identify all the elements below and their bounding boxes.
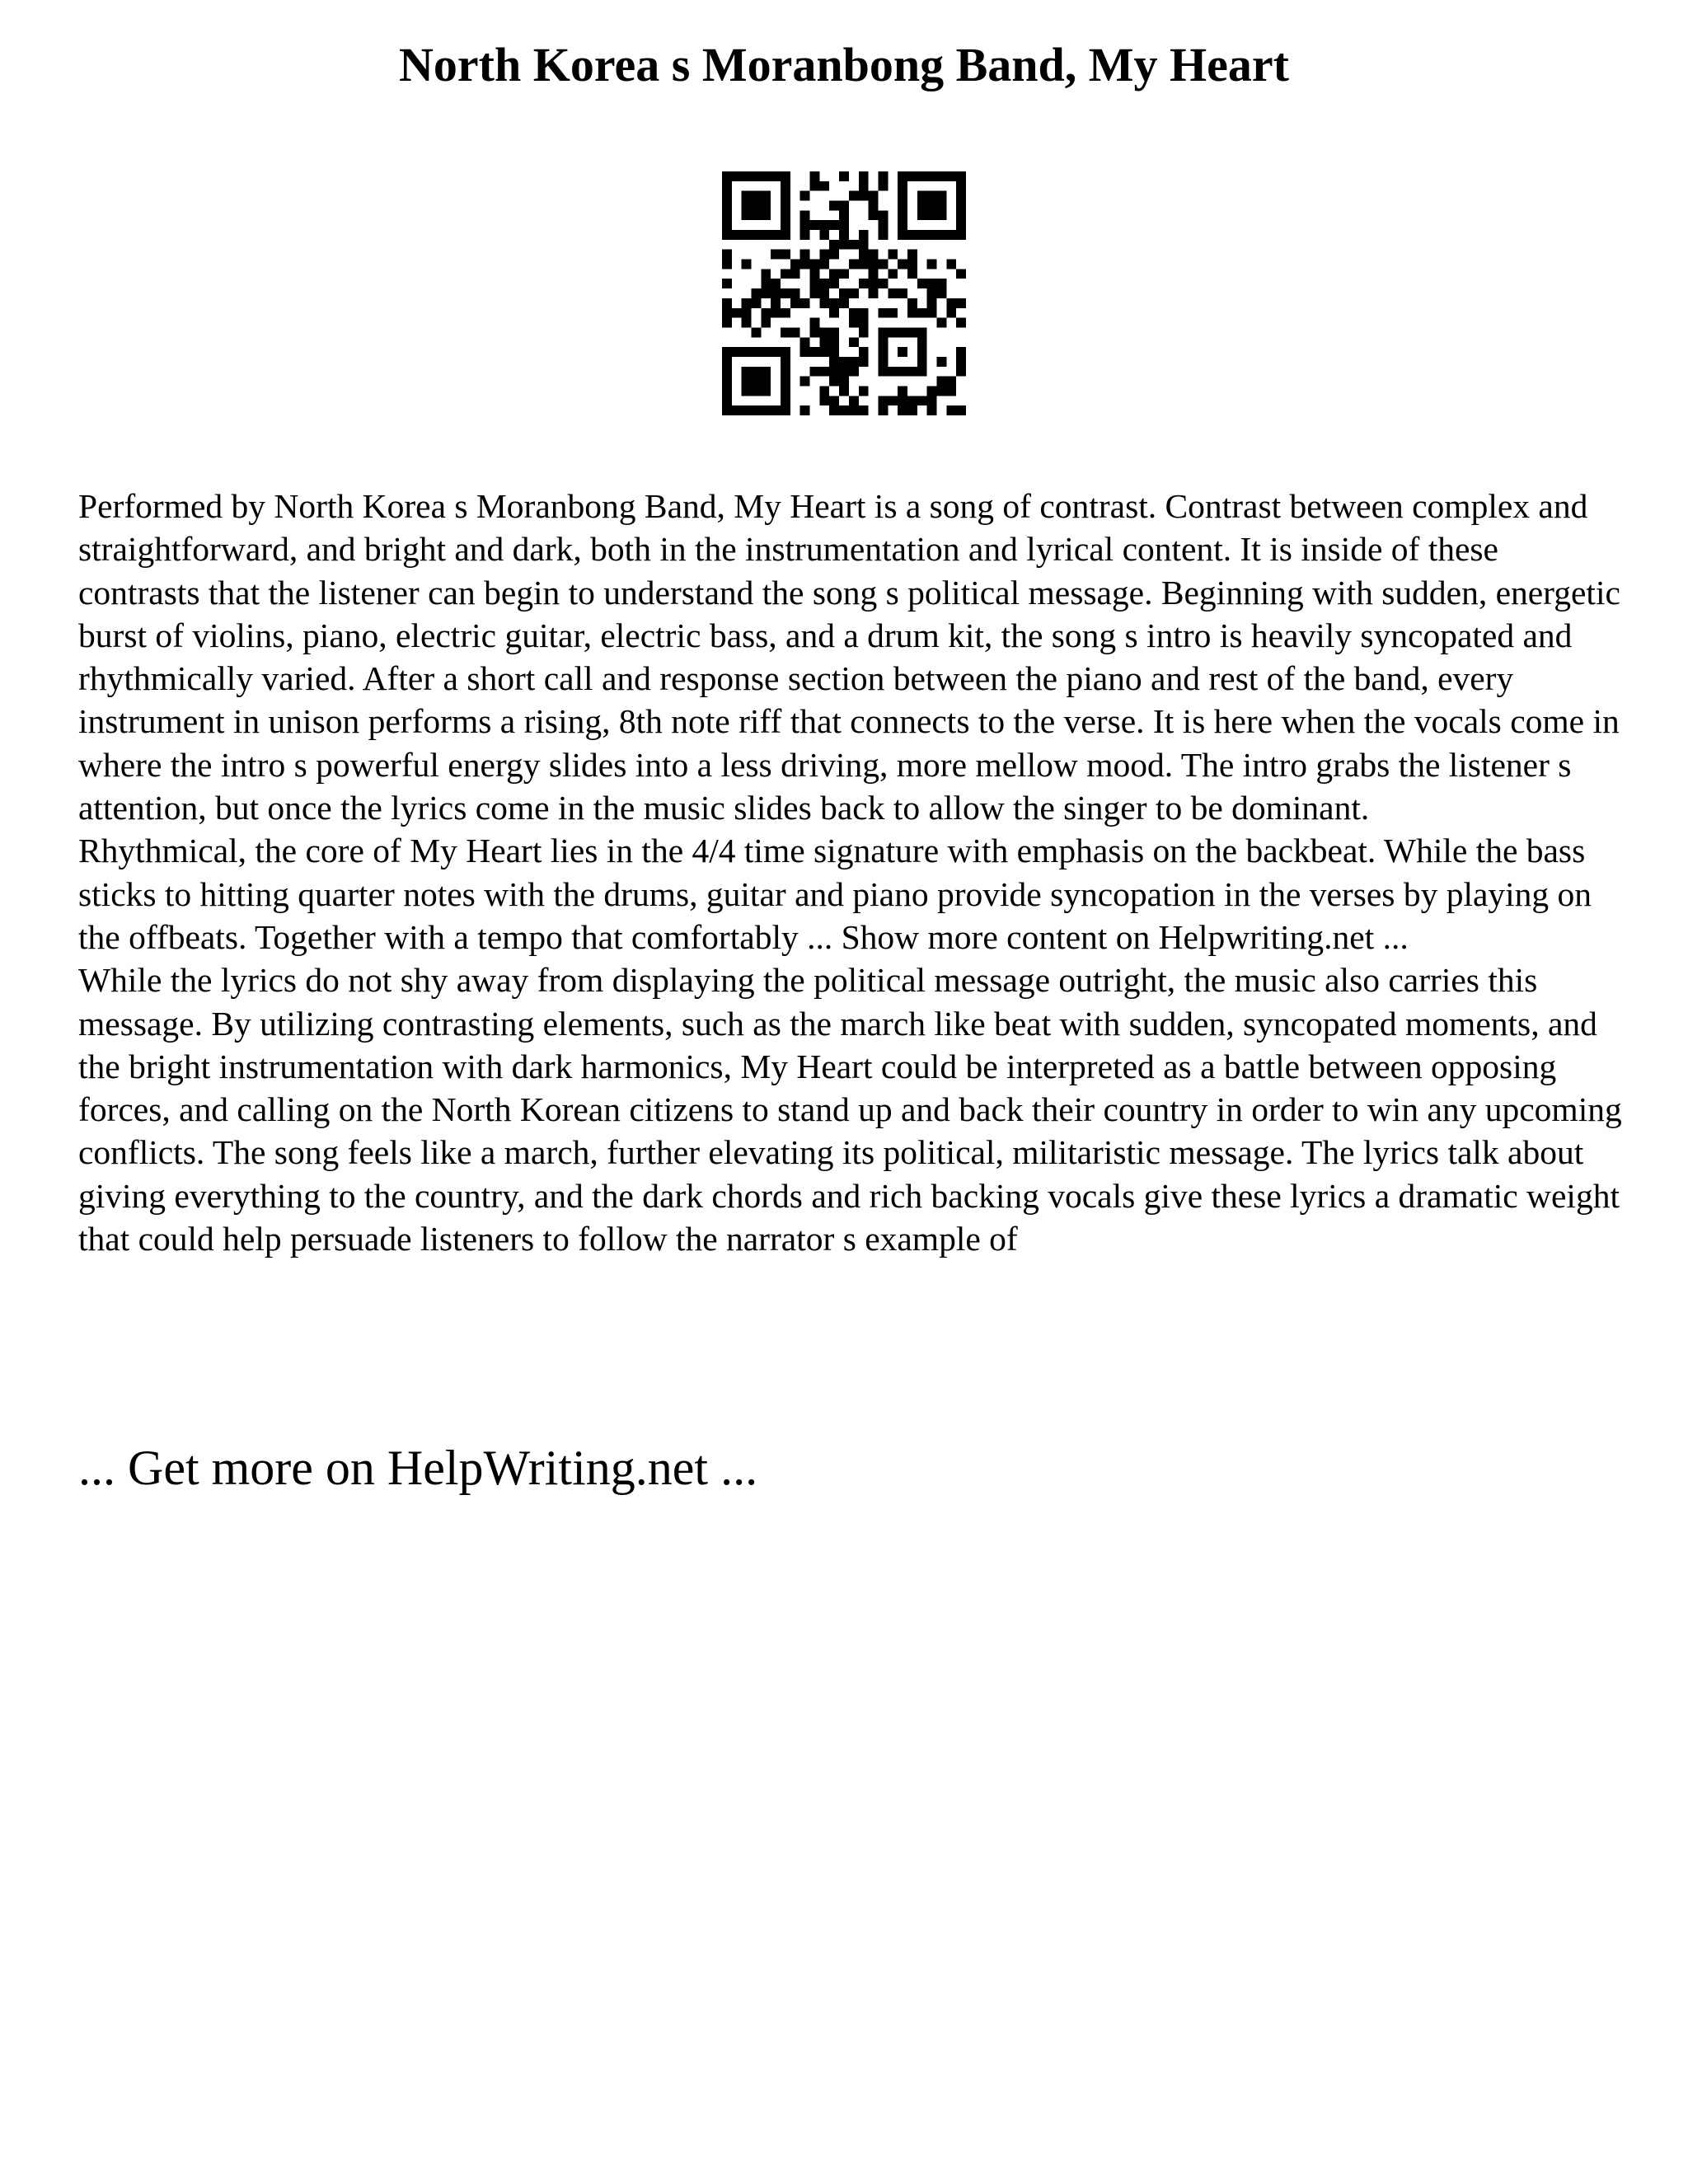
paragraph-3: While the lyrics do not shy away from displaying the political message outright, the music also carries this message. By utilizing contrasting elements, such as the march like beat with sudden, syncopated moments, and the bright instrumentation with dark harmonics, My Heart could be interpreted as a battle between opposing forces, and calling on the North Korean citizens to stand up and back their country in order to win any upcoming conflicts. The song feels like a march, further elevating its political, militaristic message. The lyrics talk about giving everything to the country, and the dark chords and rich backing vocals give these lyrics a dramatic weight that could help persuade listeners to follow the narrator s example of [78, 961, 1622, 1258]
paragraph-1: Performed by North Korea s Moranbong Band, My Heart is a song of contrast. Contrast between complex and straightforward, and bright and dark, both in the instrumentation and lyrical content. It is inside of these contrasts that the listener can begin to understand the song s political message. Beginning with sudden, energetic burst of violins, piano, electric guitar, electric bass, and a drum kit, the song s intro is heavily syncopated and rhythmically varied. After a short call and response section between the piano and rest of the band, every instrument in unison performs a rising, 8th note riff that connects to the verse. It is here when the vocals come in where the intro s powerful energy slides into a less driving, more mellow mood. The intro grabs the listener s attention, but once the lyrics come in the music slides back to allow the singer to be dominant. [78, 487, 1620, 827]
get-more-link[interactable]: ... Get more on HelpWriting.net ... [78, 1441, 758, 1495]
article-body [78, 485, 1628, 1260]
qr-code-icon [722, 171, 966, 415]
document-title: North Korea s Moranbong Band, My Heart [399, 38, 1289, 91]
paragraph-2: Rhythmical, the core of My Heart lies in the 4/4 time signature with emphasis on the backbeat. While the bass sticks to hitting quarter notes with the drums, guitar and piano provide syncopation in the verses by playing on the offbeats. Together with a tempo that comfortably ... Show more content on Helpwriting.net ... [78, 832, 1592, 956]
